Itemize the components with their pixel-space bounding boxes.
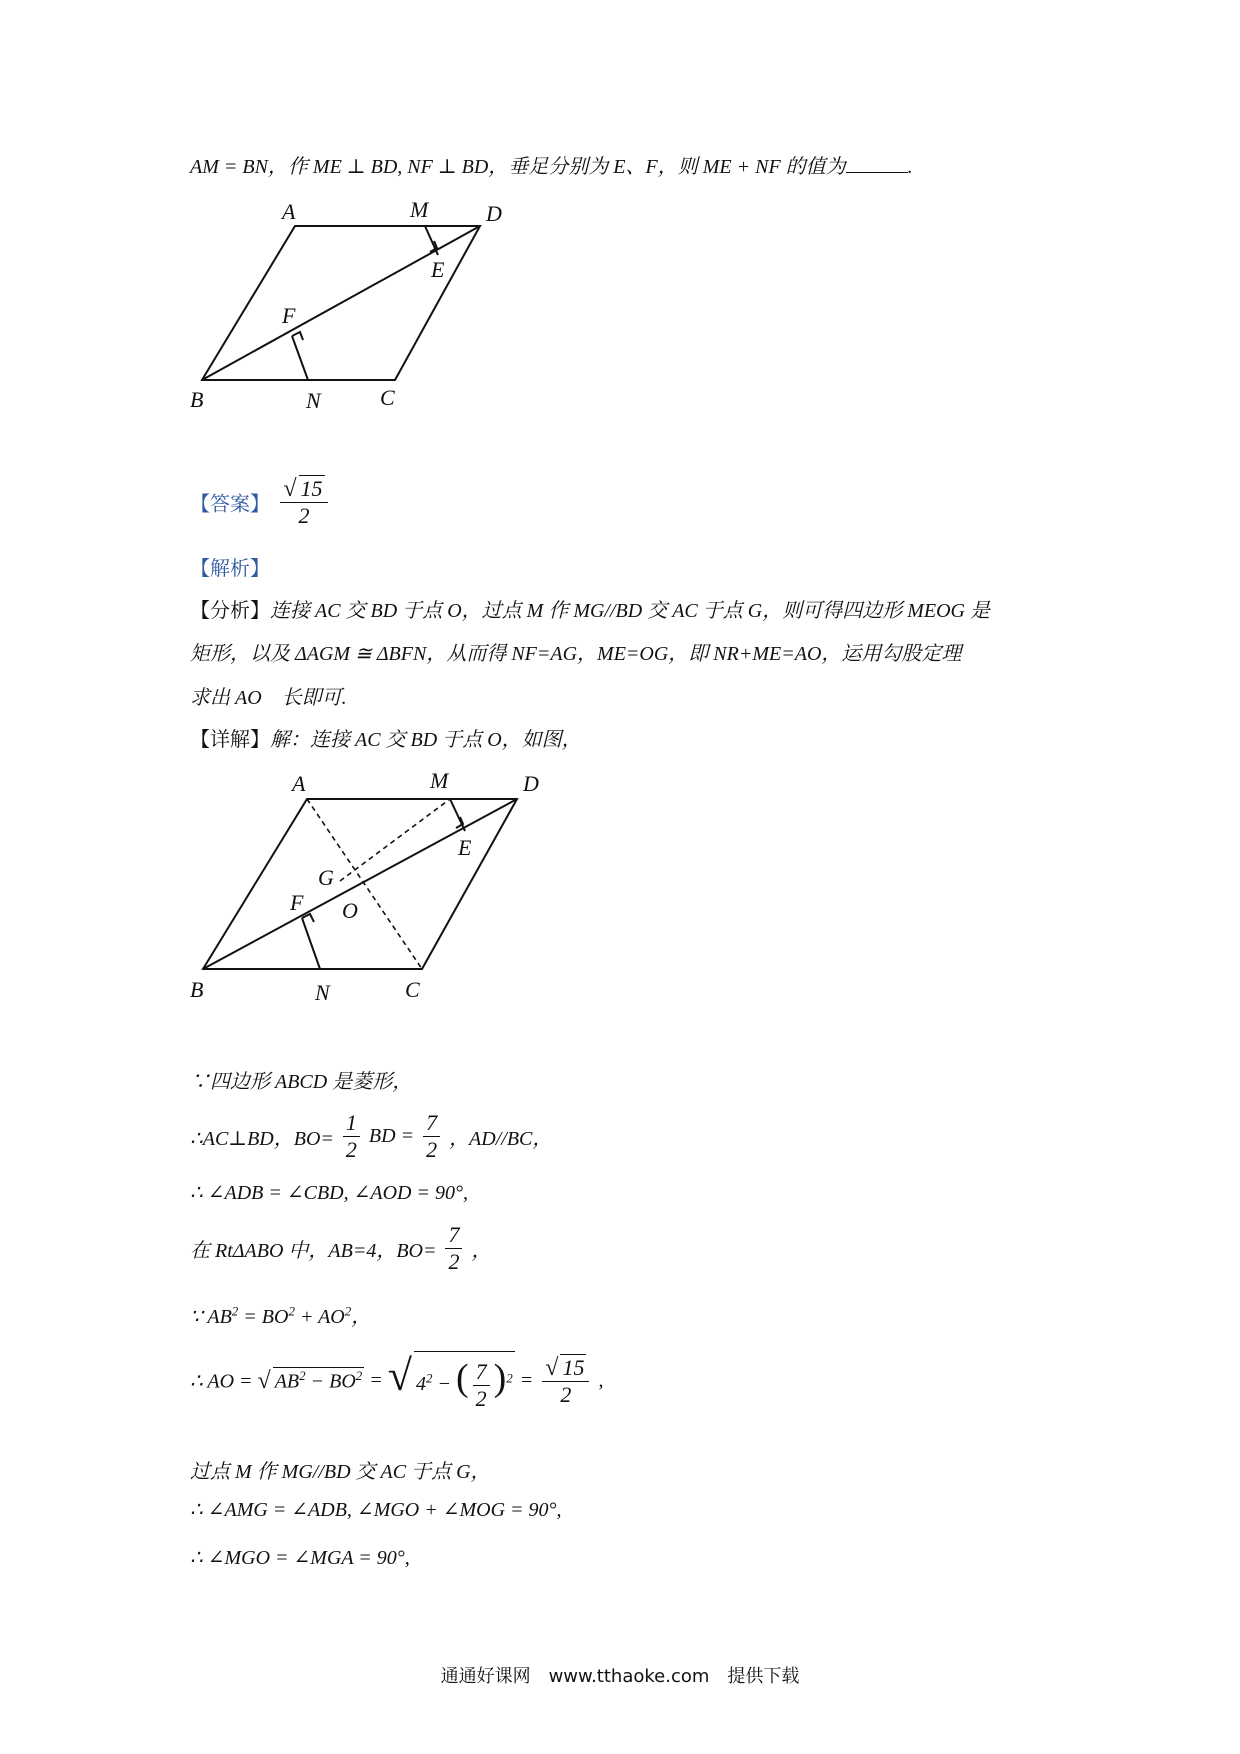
page-footer: 通通好课网 www.tthaoke.com 提供下载 xyxy=(440,1666,800,1687)
fig2-label-A: A xyxy=(292,771,306,796)
fig2-label-G: G xyxy=(318,865,334,890)
frac-seven-half: $\frac{7}{2}$ xyxy=(423,1110,440,1163)
fig2-label-D: D xyxy=(523,771,539,796)
fenxi-line-2: 矩形，以及 ΔAGM ≅ ΔBFN，从而得 NF=AG，ME=OG，即 NR+ME=AO，运用勾股定理 xyxy=(190,643,962,665)
answer-fraction: $\frac{√ 15}{2}$ xyxy=(280,475,327,529)
fig1-label-B: B xyxy=(190,387,204,412)
fig1-label-M: M xyxy=(410,197,429,222)
step-7: 过点 M 作 MG//BD 交 AC 于点 G， xyxy=(190,1461,491,1483)
fenxi-line-1: 【分析】连接 AC 交 BD 于点 O，过点 M 作 MG//BD 交 AC 于点 G，则可得四边形 MEOG 是 xyxy=(190,598,990,622)
xiangjie-line: 【详解】解：连接 AC 交 BD 于点 O，如图， xyxy=(190,727,582,751)
figure-2-rhombus xyxy=(180,760,580,1010)
step-8: ∴ ∠AMG = ∠ADB, ∠MGO + ∠MOG = 90°, xyxy=(190,1499,562,1521)
fig2-label-B: B xyxy=(190,977,204,1002)
answer-blank xyxy=(846,154,908,173)
figure-1-rhombus xyxy=(180,195,520,415)
fig2-label-O: O xyxy=(342,898,358,923)
frac-bo: $\frac{7}{2}$ xyxy=(445,1222,462,1275)
step-9: ∴ ∠MGO = ∠MGA = 90°, xyxy=(190,1547,410,1569)
analysis-tag: 【解析】 xyxy=(190,556,270,580)
problem-text: AM = BN，作 ME ⊥ BD, NF ⊥ BD，垂足分别为 E、F，则 ME + NF 的值为 xyxy=(190,156,846,178)
fig1-label-N: N xyxy=(306,388,321,413)
fig2-label-N: N xyxy=(315,980,330,1005)
fenxi-tag: 【分析】 xyxy=(190,598,270,622)
frac-result: $\frac{√ 15}{2}$ xyxy=(542,1354,589,1408)
fig1-label-E: E xyxy=(431,257,445,282)
step-3: ∴ ∠ADB = ∠CBD, ∠AOD = 90°, xyxy=(190,1182,468,1204)
step-4: 在 RtΔABO 中，AB=4，BO= $\frac{7}{2}$ ， xyxy=(190,1222,492,1274)
problem-end: . xyxy=(907,156,913,178)
frac-half: $\frac{1}{2}$ xyxy=(343,1110,360,1163)
step-5: ∵ $AB^2 = BO^2 + AO^2$， xyxy=(190,1303,372,1328)
fig2-label-F: F xyxy=(290,890,304,915)
answer-tag: 【答案】 xyxy=(190,491,270,516)
fig1-label-C: C xyxy=(380,385,395,410)
answer-line xyxy=(190,475,332,529)
xiangjie-tag: 【详解】 xyxy=(190,727,270,751)
step-1: ∵四边形 ABCD 是菱形， xyxy=(190,1071,413,1093)
fig2-label-M: M xyxy=(430,768,449,793)
problem-line xyxy=(190,150,913,179)
fig1-label-D: D xyxy=(486,201,502,226)
fig2-label-E: E xyxy=(458,835,472,860)
fenxi-line-3: 求出 AO 长即可. xyxy=(190,687,347,709)
step-6: ∴ AO = √ $AB^2 - BO^2$ = √ $4^2$ − ( $\frac{7}{2}$ )$^2$ = $\frac{√ 15}{2}$ , xyxy=(190,1351,604,1411)
step-2: ∴AC⊥BD，BO= $\frac{1}{2}$ BD = $\frac{7}{2}$ ，AD//BC， xyxy=(190,1110,553,1162)
fig2-label-C: C xyxy=(405,977,420,1002)
fig1-label-A: A xyxy=(282,199,296,224)
fig1-label-F: F xyxy=(282,303,296,328)
